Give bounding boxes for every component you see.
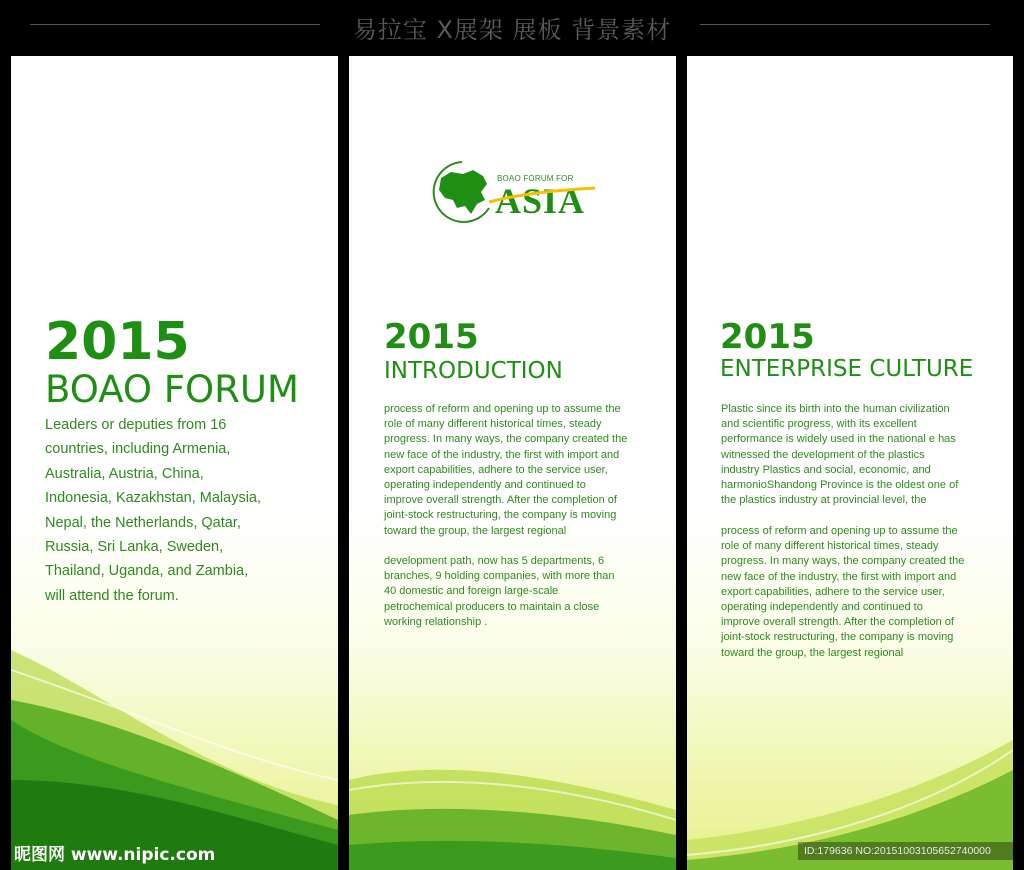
logo-subtitle: BOAO FORUM FOR — [497, 174, 574, 183]
divider-right — [700, 24, 990, 25]
body-line: Russia, Sri Lanka, Sweden, — [45, 539, 224, 556]
year-label: 2015 — [384, 317, 479, 357]
culture-paragraph-2: process of reform and opening up to assume the role of many different historical times, steady progress. In many ways, the company created the new face of the industry, the first with import and export capabilities, adhere to the service user, operating independently and continued to improve overall strength. After the completion of joint-stock restructuring, the company is moving toward the group, the largest regional — [721, 525, 965, 659]
body-line: Australia, Austria, China, — [45, 465, 204, 482]
watermark-site: 昵图网 www.nipic.com — [14, 845, 216, 865]
panel-boao-forum — [11, 56, 338, 870]
banner-title: 易拉宝 X展架 展板 背景素材 — [352, 16, 672, 44]
watermark-id: ID:179636 NO:20151003105652740000 — [798, 842, 1019, 860]
intro-paragraph-1: process of reform and opening up to assume the role of many different historical times, steady progress. In many ways, the company created the new face of the industry, the first with import and export capabilities, adhere to the service user, operating independently and continued to improve overall strength. After the completion of joint-stock restructuring, the company is moving toward the group, the largest regional — [384, 403, 628, 537]
green-wave-decoration — [11, 630, 338, 870]
body-line: Leaders or deputies from 16 — [45, 417, 227, 433]
panel-heading: BOAO FORUM — [45, 368, 299, 411]
logo-swoosh — [487, 186, 597, 206]
year-label: 2015 — [45, 312, 190, 372]
year-label: 2015 — [720, 317, 815, 357]
body-line: will attend the forum. — [45, 587, 179, 604]
top-banner — [0, 0, 1024, 50]
body-line: Thailand, Uganda, and Zambia, — [45, 563, 249, 580]
panel-enterprise-culture — [687, 56, 1013, 870]
logo-title: ASIA — [495, 181, 586, 221]
panel-body — [45, 413, 335, 608]
body-line: Nepal, the Netherlands, Qatar, — [45, 514, 241, 531]
body-line: countries, including Armenia, — [45, 441, 231, 458]
panel-heading: ENTERPRISE CULTURE — [720, 356, 974, 382]
panel-introduction — [349, 56, 676, 870]
intro-paragraph-2: development path, now has 5 departments, 6 branches, 9 holding companies, with more than 40 domestic and foreign large-scale petrochemical producers to maintain a close working relationship . — [384, 555, 615, 628]
green-wave-decoration — [349, 630, 676, 870]
green-wave-decoration — [687, 630, 1013, 870]
boao-forum-logo — [427, 156, 597, 226]
panel-heading: INTRODUCTION — [384, 358, 563, 384]
culture-paragraph-1: Plastic since its birth into the human civilization and scientific progress, with its excellent performance is widely used in the national e has witnessed the development of the plastics industry Plastics and social, economic, and harmonioShandong Province is the oldest one of the plastics industry at provincial level, the — [721, 403, 959, 507]
body-line: Indonesia, Kazakhstan, Malaysia, — [45, 490, 262, 507]
